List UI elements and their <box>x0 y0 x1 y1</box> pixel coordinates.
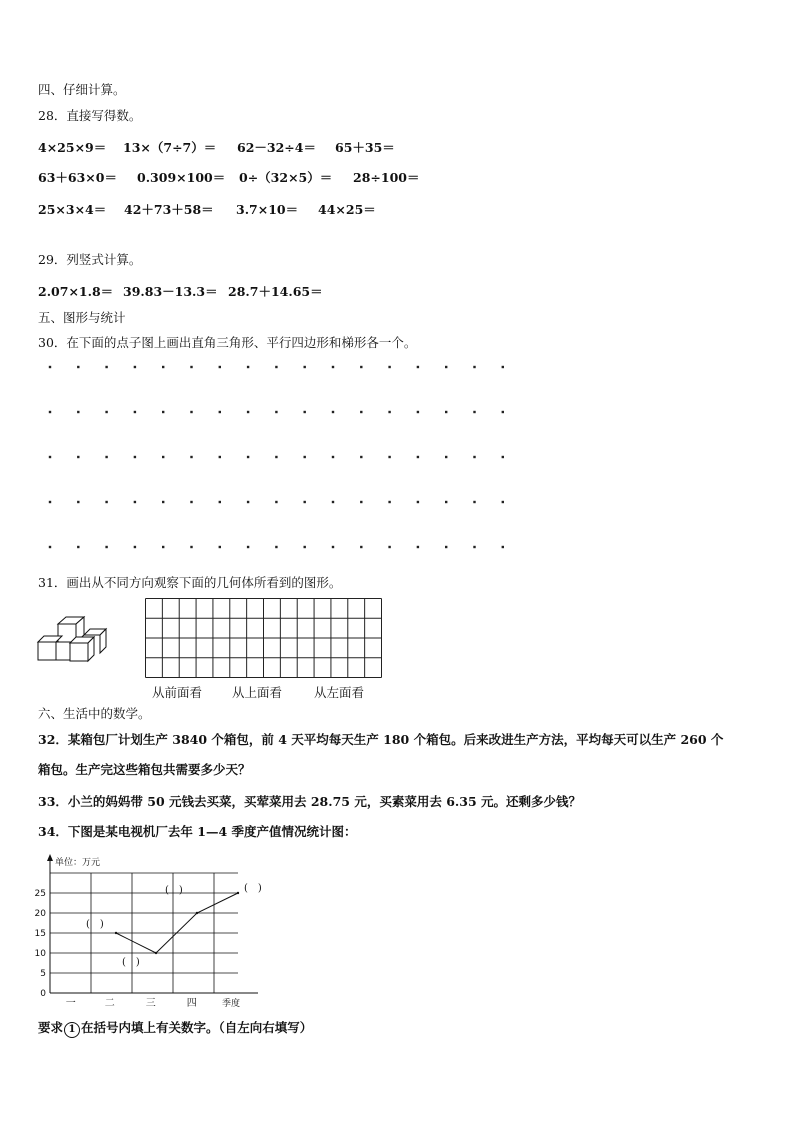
q29-title: 29．列竖式计算。 <box>38 252 142 267</box>
grid-dot <box>134 366 136 368</box>
q28-item: 65＋35＝ <box>335 140 395 155</box>
data-point <box>196 912 198 914</box>
grid-dot <box>388 411 390 413</box>
grid-dot <box>360 366 362 368</box>
dot-grid[interactable] <box>0 355 560 555</box>
grid-dot <box>134 456 136 458</box>
grid-dot <box>275 501 277 503</box>
line-chart <box>30 848 280 1008</box>
grid-dot <box>49 456 51 458</box>
cube-face <box>38 642 56 660</box>
grid-dot <box>134 501 136 503</box>
grid-dot <box>304 411 306 413</box>
y-tick-label: 25 <box>34 889 46 899</box>
q28-title: 28．直接写得数。 <box>38 108 142 123</box>
grid-dot <box>134 411 136 413</box>
grid-dot <box>360 411 362 413</box>
grid-dot <box>388 366 390 368</box>
grid-dot <box>445 366 447 368</box>
grid-dot <box>360 456 362 458</box>
grid-dot <box>162 411 164 413</box>
x-tick-label: 四 <box>186 998 197 1008</box>
section-4-title: 四、仔细计算。 <box>38 82 126 97</box>
req-text: 在括号内填上有关数字。（自左向右填写） <box>81 1020 313 1035</box>
grid-dot <box>275 546 277 548</box>
grid-dot <box>190 456 192 458</box>
chart-unit-label: 单位：万元 <box>55 858 101 868</box>
grid-dot <box>134 546 136 548</box>
grid-dot <box>77 366 79 368</box>
x-tick-label: 一 <box>65 998 76 1008</box>
grid-dot <box>49 366 51 368</box>
y-tick-label: 0 <box>40 989 46 999</box>
grid-dot <box>49 546 51 548</box>
y-tick-label: 5 <box>40 969 46 979</box>
req-prefix: 要求 <box>38 1020 64 1035</box>
grid-dot <box>445 546 447 548</box>
data-point <box>237 892 239 894</box>
q28-item: 44×25＝ <box>318 202 376 217</box>
grid-dot <box>445 501 447 503</box>
q30-title: 30．在下面的点子图上画出直角三角形、平行四边形和梯形各一个。 <box>38 335 417 350</box>
grid-dot <box>275 411 277 413</box>
circled-number: 1 <box>64 1022 80 1038</box>
q28-item: 63＋63×0＝ <box>38 170 117 185</box>
view-label-left: 从左面看 <box>314 685 365 700</box>
grid-dot <box>473 366 475 368</box>
grid-dot <box>388 501 390 503</box>
point-label-blank: ( ) <box>86 919 104 930</box>
grid-dot <box>304 546 306 548</box>
q28-item: 0÷（32×5）＝ <box>239 170 333 185</box>
grid-dot <box>247 456 249 458</box>
x-axis-label: 季度 <box>222 999 241 1008</box>
view-label-top: 从上面看 <box>232 685 283 700</box>
q31-title: 31．画出从不同方向观察下面的几何体所看到的图形。 <box>38 575 342 590</box>
x-tick-label: 二 <box>104 998 115 1008</box>
grid-dot <box>332 456 334 458</box>
q29-item: 28.7＋14.65＝ <box>228 284 323 299</box>
grid-dot <box>275 366 277 368</box>
grid-dot <box>502 411 504 413</box>
grid-dot <box>304 501 306 503</box>
grid-dot <box>219 411 221 413</box>
q34-title: 34．下图是某电视机厂去年 1—4 季度产值情况统计图： <box>38 824 357 839</box>
grid-dot <box>304 456 306 458</box>
grid-dot <box>49 501 51 503</box>
y-axis-arrow <box>47 854 53 861</box>
x-tick-label: 三 <box>145 998 156 1008</box>
grid-dot <box>190 501 192 503</box>
grid-dot <box>388 546 390 548</box>
grid-dot <box>417 501 419 503</box>
grid-dot <box>247 411 249 413</box>
point-label-blank: ( ) <box>244 883 262 894</box>
y-tick-label: 10 <box>34 949 46 959</box>
grid-dot <box>360 501 362 503</box>
view-label-front: 从前面看 <box>152 685 203 700</box>
q32-line-2: 箱包。生产完这些箱包共需要多少天？ <box>38 762 251 777</box>
y-tick-label: 20 <box>34 909 46 919</box>
grid-dot <box>77 501 79 503</box>
section-6-title: 六、生活中的数学。 <box>38 706 151 721</box>
q28-item: 28÷100＝ <box>353 170 420 185</box>
grid-dot <box>219 366 221 368</box>
grid-dot <box>105 456 107 458</box>
grid-dot <box>417 366 419 368</box>
grid-dot <box>190 546 192 548</box>
grid-dot <box>275 456 277 458</box>
q32-line-1: 32．某箱包厂计划生产 3840 个箱包，前 4 天平均每天生产 180 个箱包。后来改进生产方法，平均每天可以生产 260 个 <box>38 732 724 747</box>
grid-dot <box>388 456 390 458</box>
grid-dot <box>247 546 249 548</box>
q33-text: 33．小兰的妈妈带 50 元钱去买菜，买荤菜用去 28.75 元，买素菜用去 6.35 元。还剩多少钱？ <box>38 794 581 809</box>
grid-dot <box>247 501 249 503</box>
grid-dot <box>417 411 419 413</box>
grid-dot <box>332 411 334 413</box>
grid-dot <box>162 546 164 548</box>
grid-dot <box>77 411 79 413</box>
grid-dot <box>219 546 221 548</box>
data-point <box>115 932 117 934</box>
q28-item: 42＋73＋58＝ <box>124 202 214 217</box>
grid-dot <box>105 546 107 548</box>
q29-item: 39.83－13.3＝ <box>123 284 218 299</box>
grid-dot <box>502 501 504 503</box>
grid-dot <box>473 411 475 413</box>
grid-dot <box>332 501 334 503</box>
grid-dot <box>162 366 164 368</box>
grid-dot <box>360 546 362 548</box>
grid-dot <box>162 501 164 503</box>
q28-item: 62－32÷4＝ <box>237 140 316 155</box>
grid-dot <box>332 546 334 548</box>
grid-dot <box>77 456 79 458</box>
grid-dot <box>105 501 107 503</box>
cube-stack-figure <box>36 614 108 664</box>
data-line <box>116 893 238 953</box>
grid-dot <box>473 456 475 458</box>
q34-requirement <box>38 1018 312 1038</box>
grid-dot <box>219 456 221 458</box>
grid-dot <box>502 546 504 548</box>
grid-dot <box>445 411 447 413</box>
grid-dot <box>105 411 107 413</box>
q28-item: 25×3×4＝ <box>38 202 107 217</box>
grid-dot <box>190 366 192 368</box>
grid-dot <box>49 411 51 413</box>
grid-dot <box>332 366 334 368</box>
grid-dot <box>417 456 419 458</box>
point-label-blank: ( ) <box>165 885 183 896</box>
section-5-title: 五、图形与统计 <box>38 310 126 325</box>
grid-dot <box>473 546 475 548</box>
q28-item: 4×25×9＝ <box>38 140 107 155</box>
grid-dot <box>219 501 221 503</box>
grid-dot <box>473 501 475 503</box>
q28-item: 13×（7÷7）＝ <box>123 140 217 155</box>
y-tick-label: 15 <box>34 929 46 939</box>
grid-dot <box>190 411 192 413</box>
q28-item: 0.309×100＝ <box>137 170 226 185</box>
grid-dot <box>105 366 107 368</box>
grid-dot <box>247 366 249 368</box>
cube-face <box>70 643 88 661</box>
grid-dot <box>502 456 504 458</box>
grid-dot <box>304 366 306 368</box>
q29-item: 2.07×1.8＝ <box>38 284 114 299</box>
grid-dot <box>502 366 504 368</box>
grid-dot <box>162 456 164 458</box>
grid-dot <box>445 456 447 458</box>
grid-dot <box>77 546 79 548</box>
data-point <box>155 952 157 954</box>
q28-item: 3.7×10＝ <box>236 202 299 217</box>
point-label-blank: ( ) <box>122 957 140 968</box>
drawing-grid[interactable] <box>145 598 382 678</box>
grid-dot <box>417 546 419 548</box>
